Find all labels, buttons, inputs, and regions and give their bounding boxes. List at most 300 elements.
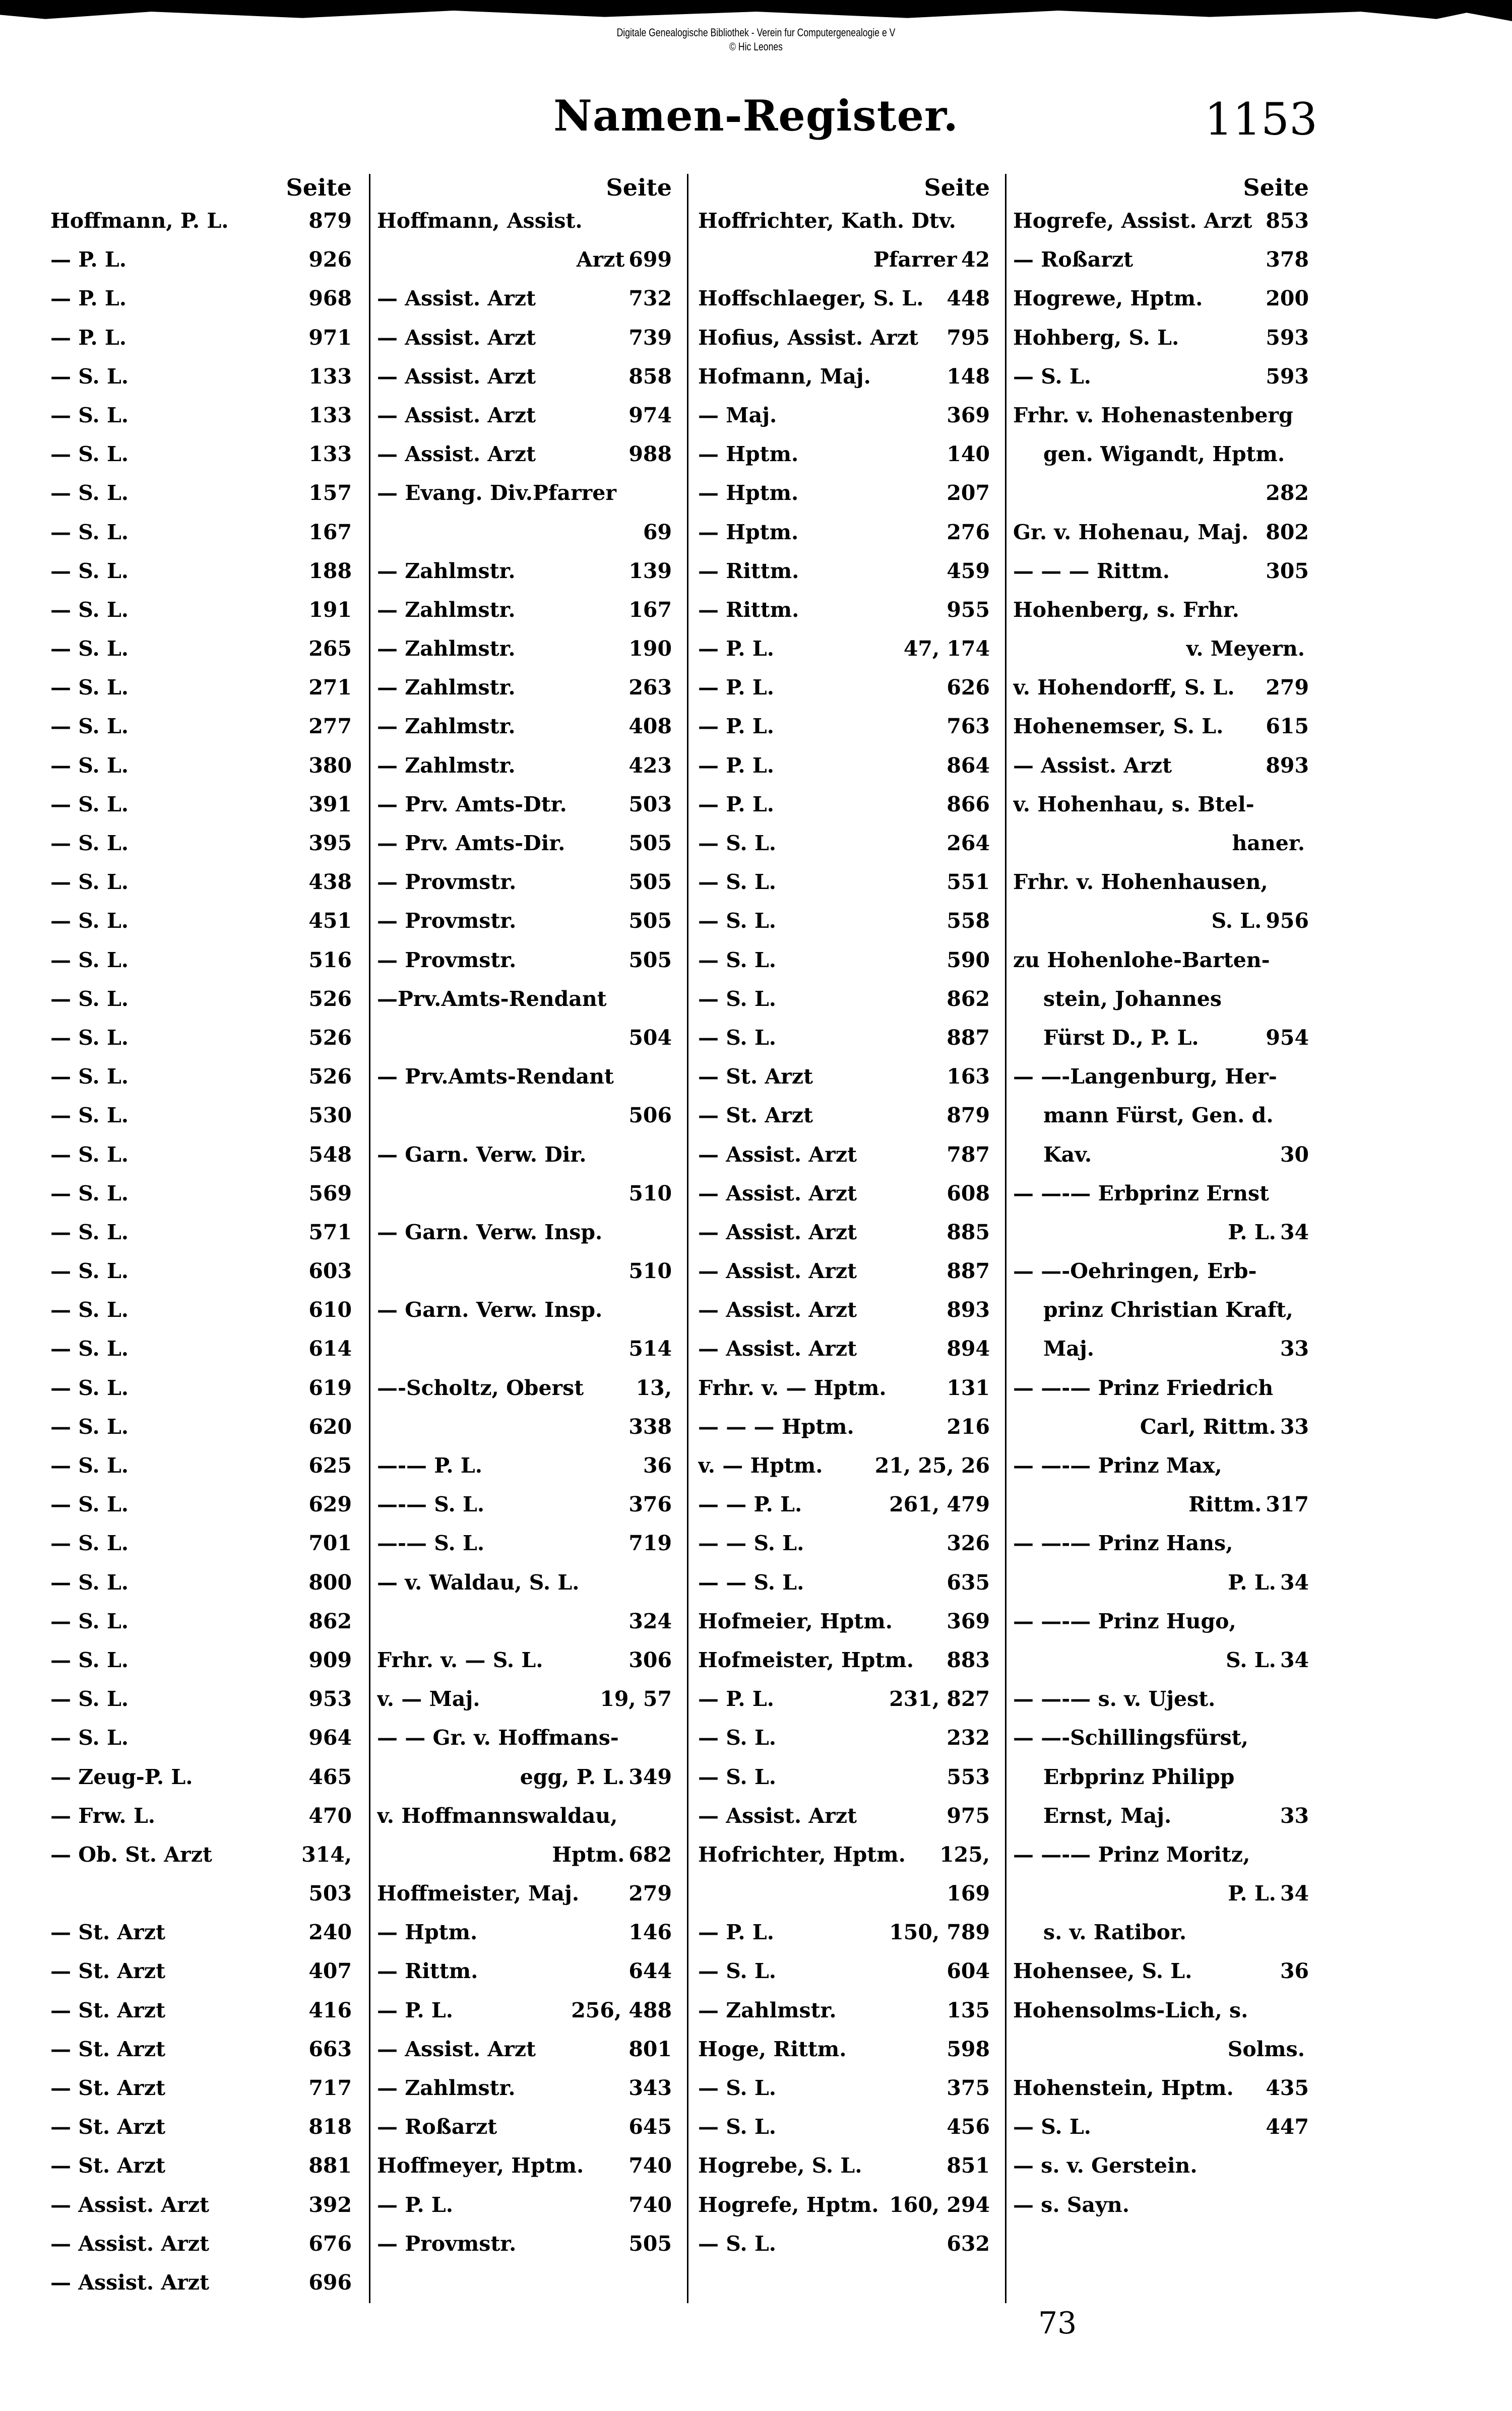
entry-name: stein, Johannes (1043, 986, 1222, 1011)
entry-page: 505 (628, 870, 672, 895)
entry-name: — S. L. (50, 1103, 129, 1128)
index-entry (698, 746, 990, 785)
index-entry (698, 707, 990, 746)
entry-name: — S. L. (50, 1726, 129, 1750)
entry-page: 163 (947, 1064, 990, 1089)
index-entry (377, 202, 672, 240)
entry-page: 131 (947, 1375, 990, 1400)
entry-page (1305, 1369, 1309, 1408)
index-entry (50, 1096, 352, 1135)
index-entry (377, 1758, 672, 1797)
entry-name: — S. L. (50, 1687, 129, 1711)
index-entry (1013, 1369, 1309, 1408)
entry-page: 407 (308, 1959, 352, 1984)
index-entry (1013, 1057, 1309, 1096)
index-entry (1013, 2030, 1309, 2069)
index-entry (50, 435, 352, 474)
entry-page: 338 (628, 1414, 672, 1439)
index-entry (698, 1719, 990, 1757)
entry-page: 317 (1266, 1492, 1309, 1517)
entry-name: — P. L. (50, 286, 127, 311)
entry-page: 682 (628, 1842, 672, 1867)
index-entry (1013, 591, 1309, 629)
entry-name: — S. L. (50, 870, 129, 895)
entry-page (986, 202, 990, 240)
entry-name: —Prv.Amts-Rendant (377, 986, 607, 1011)
index-entry (377, 824, 672, 863)
index-entry (698, 980, 990, 1019)
entry-page: 265 (308, 637, 352, 661)
entry-page: 571 (308, 1220, 352, 1244)
index-entry (698, 1096, 990, 1135)
entry-page (1305, 1991, 1309, 2030)
entry-name: — Assist. Arzt (377, 325, 536, 350)
entry-name: — Assist. Arzt (377, 442, 536, 467)
index-entry (698, 1135, 990, 1174)
entry-name: — Garn. Verw. Dir. (377, 1142, 587, 1167)
entry-name: v. Hoffmannswaldau, (377, 1803, 618, 1828)
entry-page: 864 (947, 753, 990, 778)
entry-page (668, 1797, 672, 1835)
index-entry (50, 1719, 352, 1757)
index-entry (50, 240, 352, 279)
index-entry (377, 1797, 672, 1835)
entry-page: 279 (1266, 675, 1309, 700)
entry-name (377, 1174, 624, 1213)
entry-name: — S. L. (698, 986, 777, 1011)
entry-page: 447 (1266, 2115, 1309, 2139)
entry-name: Frhr. v. Hohenhausen, (1013, 870, 1268, 895)
entry-name: haner. (1232, 831, 1305, 855)
index-entry (377, 279, 672, 318)
entry-page: 256, 488 (571, 1998, 672, 2022)
entry-page: 608 (947, 1181, 990, 1206)
entry-page: 207 (947, 481, 990, 505)
entry-name: — S. L. (50, 986, 129, 1011)
entry-name: v. Meyern. (1186, 637, 1305, 661)
index-column-3 (698, 174, 990, 2263)
index-entry (698, 1252, 990, 1291)
index-entry (1013, 1991, 1309, 2030)
entry-page (668, 1135, 672, 1174)
entry-page: 448 (947, 286, 990, 311)
index-entry (698, 785, 990, 824)
watermark-line-1: Digitale Genealogische Bibliothek - Verein fur Computergenealogie e V (616, 26, 896, 39)
entry-page: 324 (628, 1609, 672, 1633)
index-entry (50, 2146, 352, 2185)
entry-name: — S. L. (50, 558, 129, 583)
index-entry (377, 1096, 672, 1135)
index-entry (698, 2225, 990, 2263)
entry-page: 699 (628, 247, 672, 272)
entry-name: Hoge, Rittm. (698, 2037, 847, 2061)
index-entry (698, 552, 990, 591)
index-entry (377, 707, 672, 746)
entry-page: 763 (947, 714, 990, 739)
entry-page: 465 (308, 1764, 352, 1789)
entry-page: 135 (947, 1998, 990, 2022)
column-header-seite: Seite (1243, 174, 1309, 201)
entry-page (1305, 1913, 1309, 1952)
entry-name: Hoffrichter, Kath. Dtv. (698, 209, 956, 233)
entry-page (1305, 980, 1309, 1019)
entry-page: 506 (628, 1103, 672, 1128)
index-entry (377, 319, 672, 357)
entry-name: Arzt (576, 247, 625, 272)
entry-page: 146 (628, 1920, 672, 1945)
index-entry (377, 1641, 672, 1680)
index-entry (1013, 1019, 1309, 1057)
entry-page (1305, 435, 1309, 474)
index-entry (50, 629, 352, 668)
entry-name: — S. L. (50, 1025, 129, 1050)
entry-page: 885 (947, 1220, 990, 1244)
index-entry (50, 2030, 352, 2069)
entry-page: 516 (308, 947, 352, 972)
entry-name: — — Gr. v. Hoffmans- (377, 1726, 619, 1750)
index-entry (1013, 1680, 1309, 1719)
entry-page: 894 (947, 1337, 990, 1361)
entry-page: 380 (308, 753, 352, 778)
entry-name: —-— S. L. (377, 1492, 485, 1517)
index-entry (1013, 707, 1309, 746)
index-entry (1013, 2146, 1309, 2185)
entry-name: — P. L. (50, 325, 127, 350)
index-entry (1013, 1797, 1309, 1835)
entry-page: 964 (308, 1726, 352, 1750)
entry-name: — Assist. Arzt (698, 1259, 857, 1284)
entry-name: — Hptm. (377, 1920, 478, 1945)
index-entry (698, 941, 990, 980)
entry-page (1305, 941, 1309, 980)
entry-page: 150, 789 (889, 1920, 990, 1945)
entry-name: — S. L. (50, 1531, 129, 1556)
entry-page: 676 (308, 2231, 352, 2256)
entry-name: — S. L. (50, 1375, 129, 1400)
index-entry (377, 1719, 672, 1757)
entry-name: — Zahlmstr. (377, 675, 516, 700)
entry-name: — S. L. (50, 442, 129, 467)
index-entry (698, 2146, 990, 2185)
entry-name: — Ob. St. Arzt (50, 1842, 212, 1867)
entry-page: 603 (308, 1259, 352, 1284)
entry-page: 619 (308, 1375, 352, 1400)
entry-page: 626 (947, 675, 990, 700)
entry-page: 862 (947, 986, 990, 1011)
entry-name: — Rittm. (698, 558, 799, 583)
entry-name: Hofius, Assist. Arzt (698, 325, 919, 350)
entry-page: 802 (1266, 520, 1309, 544)
entry-name: Carl, Rittm. (1140, 1414, 1276, 1439)
index-entry (1013, 1952, 1309, 1991)
entry-page (668, 1213, 672, 1252)
entry-page: 795 (947, 325, 990, 350)
entry-name: — S. L. (50, 637, 129, 661)
entry-page: 696 (308, 2270, 352, 2295)
entry-page: 456 (947, 2115, 990, 2139)
entry-name: — —-— Prinz Moritz, (1013, 1842, 1250, 1867)
entry-page: 866 (947, 792, 990, 816)
entry-page: 505 (628, 831, 672, 855)
index-entry (377, 980, 672, 1019)
index-entry (377, 1602, 672, 1641)
index-entry (50, 2263, 352, 2302)
index-entry (377, 1329, 672, 1368)
entry-name: — St. Arzt (698, 1103, 813, 1128)
entry-name: — Prv. Amts-Dtr. (377, 792, 567, 816)
column-header-seite: Seite (286, 174, 352, 201)
entry-page: 34 (1280, 1647, 1309, 1672)
entry-page: 954 (1266, 1025, 1309, 1050)
index-entry (50, 279, 352, 318)
entry-name: — S. L. (698, 947, 777, 972)
index-entry (50, 1797, 352, 1835)
entry-page: 505 (628, 2231, 672, 2256)
entry-name: — Assist. Arzt (377, 364, 536, 389)
entry-name: — S. L. (50, 1453, 129, 1478)
entry-page: 887 (947, 1025, 990, 1050)
entry-page: 971 (308, 325, 352, 350)
entry-name: — Provmstr. (377, 947, 517, 972)
entry-name: — St. Arzt (50, 2037, 166, 2061)
index-entry (377, 357, 672, 396)
entry-name: Hoffmeister, Maj. (377, 1881, 580, 1906)
entry-page: 392 (308, 2192, 352, 2217)
entry-page: 615 (1266, 714, 1309, 739)
index-entry (50, 2108, 352, 2146)
entry-name: — Assist. Arzt (377, 403, 536, 427)
entry-name: Frhr. v. — S. L. (377, 1647, 543, 1672)
entry-page (668, 474, 672, 513)
entry-name (377, 1096, 624, 1135)
index-entry (377, 2108, 672, 2146)
entry-page: 505 (628, 947, 672, 972)
column-divider (1005, 174, 1006, 2303)
index-entry (1013, 357, 1309, 396)
entry-name: — S. L. (50, 714, 129, 739)
entry-name: — S. L. (50, 1064, 129, 1089)
entry-page: 459 (947, 558, 990, 583)
entry-name: Hoffmeyer, Hptm. (377, 2153, 584, 2178)
entry-name: — S. L. (698, 1025, 777, 1050)
index-entry (50, 1913, 352, 1952)
entry-page: 968 (308, 286, 352, 311)
entry-name: — Zahlmstr. (377, 2076, 516, 2100)
entry-name (50, 1874, 304, 1913)
column-divider (369, 174, 370, 2303)
watermark-line-2: © Hic Leones (729, 40, 783, 53)
entry-page: 879 (947, 1103, 990, 1128)
entry-name: Erbprinz Philipp (1043, 1764, 1235, 1789)
entry-name: — s. Sayn. (1013, 2192, 1129, 2217)
index-entry (50, 1835, 352, 1874)
entry-name: — S. L. (50, 1259, 129, 1284)
entry-page: 470 (308, 1803, 352, 1828)
entry-page: 36 (1280, 1959, 1309, 1984)
index-column-4 (1013, 174, 1309, 2225)
entry-name: — S. L. (698, 870, 777, 895)
index-entry (50, 1602, 352, 1641)
index-entry (1013, 1641, 1309, 1680)
index-entry (698, 2186, 990, 2225)
entry-name (377, 1252, 624, 1291)
index-entry (377, 396, 672, 435)
entry-page (1305, 824, 1309, 863)
index-entry (377, 2146, 672, 2185)
entry-name: — S. L. (50, 753, 129, 778)
index-entry (377, 1874, 672, 1913)
entry-name: — —-Oehringen, Erb- (1013, 1259, 1257, 1284)
index-entry (377, 1835, 672, 1874)
index-entry (698, 357, 990, 396)
entry-name: — P. L. (377, 1998, 453, 2022)
entry-page: 133 (308, 364, 352, 389)
entry-page (1305, 1835, 1309, 1874)
index-entry (377, 591, 672, 629)
entry-page: 719 (628, 1531, 672, 1556)
entry-page: 305 (1266, 558, 1309, 583)
entry-name: Hogrefe, Assist. Arzt (1013, 209, 1252, 233)
index-entry (698, 1758, 990, 1797)
entry-page: 167 (308, 520, 352, 544)
entry-name: — S. L. (1013, 2115, 1092, 2139)
entry-name: — — — Rittm. (1013, 558, 1170, 583)
index-entry (1013, 319, 1309, 357)
entry-page: 169 (947, 1881, 990, 1906)
entry-name: Hohenemser, S. L. (1013, 714, 1224, 739)
entry-name: — Zeug-P. L. (50, 1764, 193, 1789)
entry-name: — —-— s. v. Ujest. (1013, 1687, 1216, 1711)
entry-name: — S. L. (50, 1647, 129, 1672)
entry-page: 271 (308, 675, 352, 700)
entry-name: — P. L. (698, 1687, 774, 1711)
index-entry (698, 202, 990, 240)
entry-page: 739 (628, 325, 672, 350)
index-entry (377, 435, 672, 474)
index-entry (50, 357, 352, 396)
index-entry (377, 1213, 672, 1252)
index-entry (377, 2030, 672, 2069)
entry-page: 926 (308, 247, 352, 272)
entry-name: — — — Hptm. (698, 1414, 854, 1439)
entry-page: 139 (628, 558, 672, 583)
entry-page: 343 (628, 2076, 672, 2100)
index-entry (698, 1563, 990, 1602)
entry-name: —-— S. L. (377, 1531, 485, 1556)
entry-page: 34 (1280, 1881, 1309, 1906)
index-entry (50, 1680, 352, 1719)
entry-page (1305, 785, 1309, 824)
entry-name: Maj. (1043, 1337, 1095, 1361)
index-entry (1013, 1174, 1309, 1213)
index-entry (50, 1174, 352, 1213)
entry-name: — S. L. (698, 1959, 777, 1984)
index-entry (1013, 1719, 1309, 1757)
entry-name: Solms. (1227, 2037, 1305, 2061)
entry-page: 610 (308, 1298, 352, 1322)
index-entry (1013, 1446, 1309, 1485)
entry-name: — Zahlmstr. (698, 1998, 837, 2022)
entry-page: 593 (1266, 364, 1309, 389)
entry-page (1305, 863, 1309, 902)
entry-page: 732 (628, 286, 672, 311)
entry-name: — S. L. (50, 1337, 129, 1361)
index-entry (377, 785, 672, 824)
index-entry (377, 513, 672, 552)
entry-page: 629 (308, 1492, 352, 1517)
entry-name: — S. L. (50, 1220, 129, 1244)
entry-name: Hoffmann, P. L. (50, 209, 229, 233)
index-entry (1013, 1563, 1309, 1602)
entry-name (698, 1874, 942, 1913)
entry-page: 232 (947, 1726, 990, 1750)
entry-name: — Evang. Div.Pfarrer (377, 481, 616, 505)
entry-name: — S. L. (698, 909, 777, 933)
index-entry (698, 2030, 990, 2069)
index-entry (1013, 1329, 1309, 1368)
index-entry (50, 980, 352, 1019)
entry-page: 451 (308, 909, 352, 933)
entry-name: — S. L. (50, 909, 129, 933)
entry-name: — —-— Erbprinz Ernst (1013, 1181, 1269, 1206)
index-entry (50, 1874, 352, 1913)
entry-name: S. L. (1211, 909, 1262, 933)
entry-page: 167 (628, 597, 672, 622)
entry-page: 240 (308, 1920, 352, 1945)
entry-name: P. L. (1228, 1570, 1276, 1595)
entry-page (1305, 2030, 1309, 2069)
entry-name: — Roßarzt (1013, 247, 1133, 272)
entry-name: — St. Arzt (50, 2153, 166, 2178)
index-entry (377, 2186, 672, 2225)
entry-page: 306 (628, 1647, 672, 1672)
index-entry (1013, 1874, 1309, 1913)
entry-name: — Assist. Arzt (698, 1298, 857, 1322)
entry-page: 551 (947, 870, 990, 895)
entry-name: — Rittm. (698, 597, 799, 622)
entry-page: 956 (1266, 909, 1309, 933)
entry-name: — s. v. Gerstein. (1013, 2153, 1198, 2178)
entry-page: 326 (947, 1531, 990, 1556)
entry-page (1305, 2186, 1309, 2225)
index-entry (1013, 1096, 1309, 1135)
index-entry (377, 668, 672, 707)
index-entry (377, 2069, 672, 2108)
entry-name: — S. L. (698, 2076, 777, 2100)
entry-page: 800 (308, 1570, 352, 1595)
entry-name: — S. L. (50, 831, 129, 855)
entry-name: mann Fürst, Gen. d. (1043, 1103, 1274, 1128)
entry-page: 191 (308, 597, 352, 622)
index-entry (50, 785, 352, 824)
entry-name: — S. L. (698, 1764, 777, 1789)
index-entry (698, 319, 990, 357)
entry-name: — S. L. (50, 1414, 129, 1439)
index-entry (698, 1329, 990, 1368)
page-title: Namen-Register. (553, 91, 959, 141)
index-entry (698, 668, 990, 707)
entry-page (668, 202, 672, 240)
index-entry (377, 240, 672, 279)
index-entry (377, 746, 672, 785)
entry-page: 369 (947, 1609, 990, 1633)
entry-name: — S. L. (50, 403, 129, 427)
entry-name: — St. Arzt (698, 1064, 813, 1089)
index-entry (50, 2225, 352, 2263)
index-entry (50, 591, 352, 629)
entry-name: — S. L. (50, 1142, 129, 1167)
index-entry (1013, 1485, 1309, 1524)
